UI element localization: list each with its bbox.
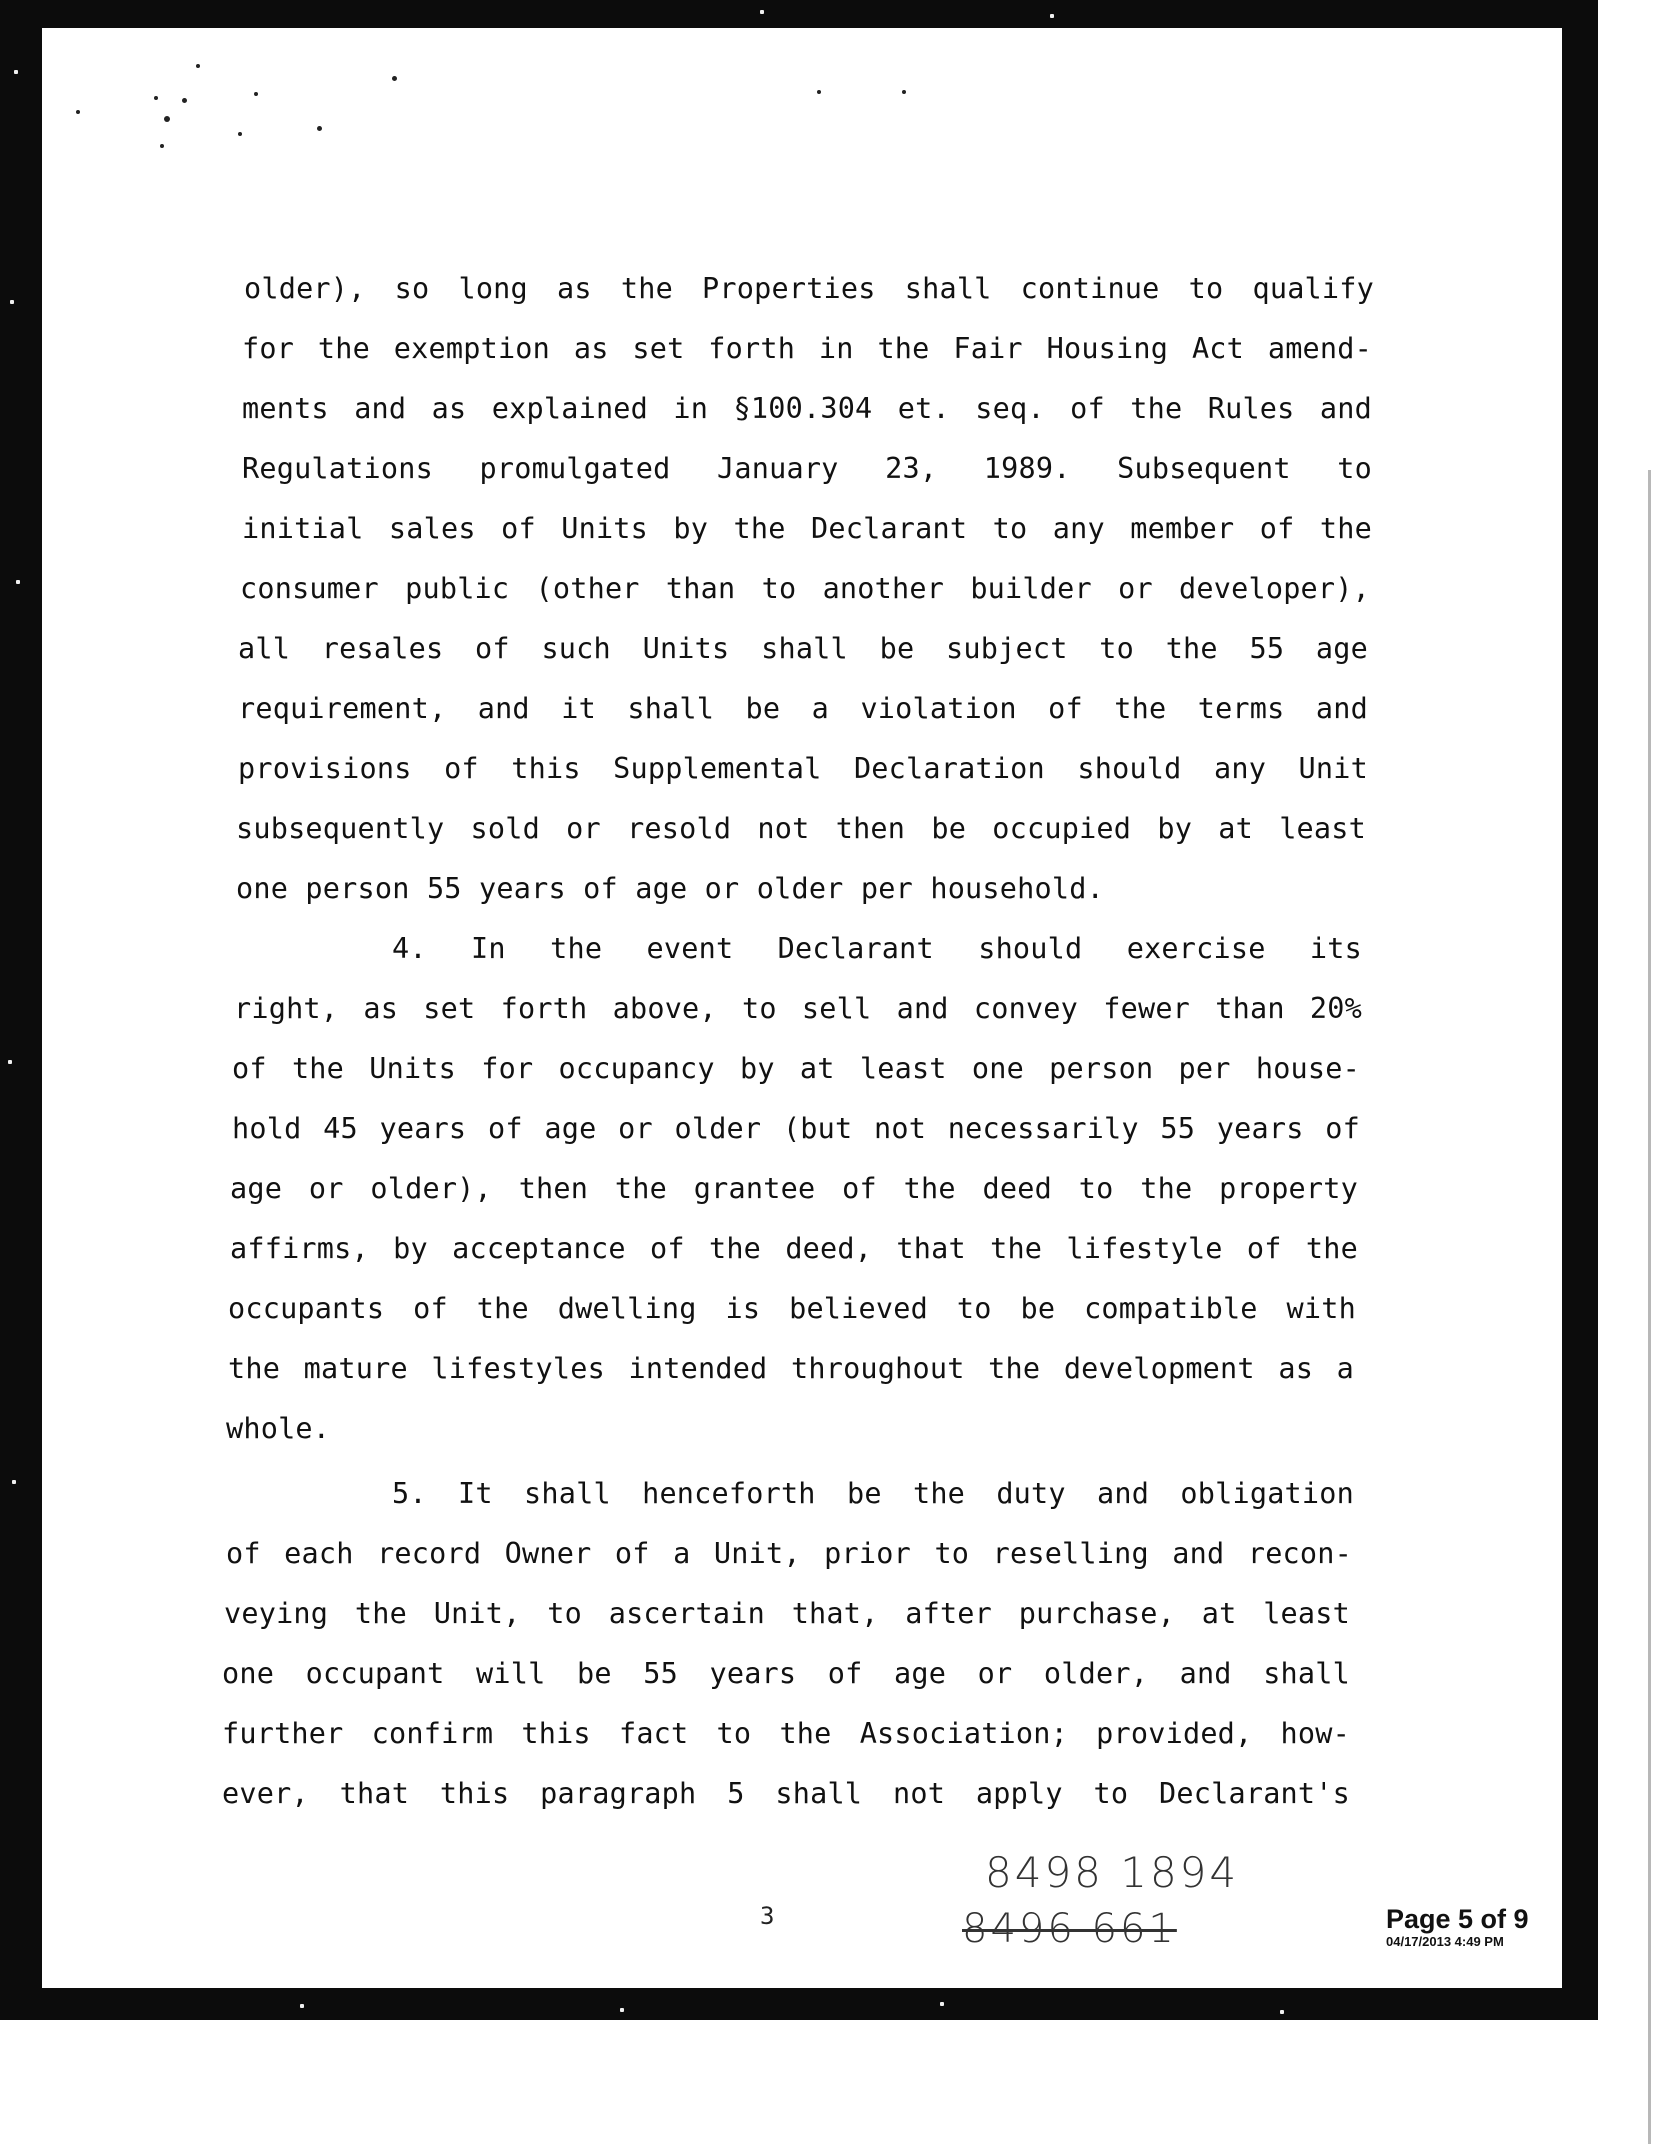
scan-speck <box>760 10 764 14</box>
text-line: affirms, by acceptance of the deed, that the lifestyle of the <box>230 1232 1358 1265</box>
scan-speck <box>196 64 200 68</box>
text-line: veying the Unit, to ascertain that, after purchase, at least <box>224 1597 1350 1630</box>
scan-speck <box>154 96 158 100</box>
text-line: for the exemption as set forth in the Fair Housing Act amend- <box>242 332 1372 365</box>
text-line: further confirm this fact to the Association; provided, how- <box>222 1717 1350 1750</box>
scan-speck <box>620 2008 624 2012</box>
page-number: 3 <box>760 1902 775 1930</box>
text-line: all resales of such Units shall be subject to the 55 age <box>238 632 1368 665</box>
scan-edge-line <box>1648 470 1651 2144</box>
text-line: hold 45 years of age or older (but not necessarily 55 years of <box>232 1112 1360 1145</box>
page-stamp-label: Page 5 of 9 <box>1386 1904 1529 1934</box>
page-stamp-timestamp: 04/17/2013 4:49 PM <box>1386 1934 1504 1949</box>
text-line: occupants of the dwelling is believed to be compatible with <box>228 1292 1356 1325</box>
scan-speck <box>12 1480 16 1484</box>
text-line: provisions of this Supplemental Declaration should any Unit <box>238 752 1368 785</box>
scan-speck <box>1280 2010 1284 2014</box>
scan-speck <box>164 116 170 122</box>
text-line: right, as set forth above, to sell and convey fewer than 20% <box>234 992 1362 1025</box>
scan-speck <box>1050 14 1054 18</box>
text-line: Regulations promulgated January 23, 1989. Subsequent to <box>242 452 1372 485</box>
scan-speck <box>182 98 187 103</box>
scan-speck <box>160 144 164 148</box>
scan-speck <box>940 2002 944 2006</box>
superseded-record-reference: 8496 661 <box>962 1906 1177 1952</box>
record-book-reference: 8498 1894 <box>985 1848 1240 1897</box>
text-line: ever, that this paragraph 5 shall not apply to Declarant's <box>222 1777 1350 1810</box>
scan-speck <box>392 76 397 81</box>
scan-speck <box>317 126 322 131</box>
text-line: initial sales of Units by the Declarant to any member of the <box>242 512 1372 545</box>
text-line: of each record Owner of a Unit, prior to reselling and recon- <box>226 1537 1352 1570</box>
text-line: requirement, and it shall be a violation of the terms and <box>238 692 1368 725</box>
scan-speck <box>902 90 906 94</box>
text-line: consumer public (other than to another builder or developer), <box>240 572 1370 605</box>
paragraph-4-heading: 4. In the event Declarant should exercise its <box>392 932 1362 965</box>
paragraph-5-heading: 5. It shall henceforth be the duty and obligation <box>392 1477 1354 1510</box>
scan-speck <box>300 2004 304 2008</box>
scan-speck <box>10 300 14 304</box>
text-line: age or older), then the grantee of the deed to the property <box>230 1172 1358 1205</box>
page-stamp <box>1386 1904 1529 1949</box>
text-line: older), so long as the Properties shall continue to qualify <box>244 272 1374 305</box>
text-line: one occupant will be 55 years of age or older, and shall <box>222 1657 1350 1690</box>
scan-speck <box>254 92 258 96</box>
scan-speck <box>16 580 20 584</box>
text-line: whole. <box>226 1412 331 1445</box>
text-line: of the Units for occupancy by at least one person per house- <box>232 1052 1360 1085</box>
scan-speck <box>238 132 242 136</box>
text-line: the mature lifestyles intended throughout the development as a <box>228 1352 1354 1385</box>
text-line: ments and as explained in §100.304 et. seq. of the Rules and <box>242 392 1372 425</box>
scan-speck <box>76 110 80 114</box>
text-line: subsequently sold or resold not then be occupied by at least <box>236 812 1366 845</box>
text-line: one person 55 years of age or older per household. <box>236 872 1104 905</box>
scan-speck <box>14 70 18 74</box>
scan-speck <box>8 1060 12 1064</box>
scan-speck <box>817 90 821 94</box>
